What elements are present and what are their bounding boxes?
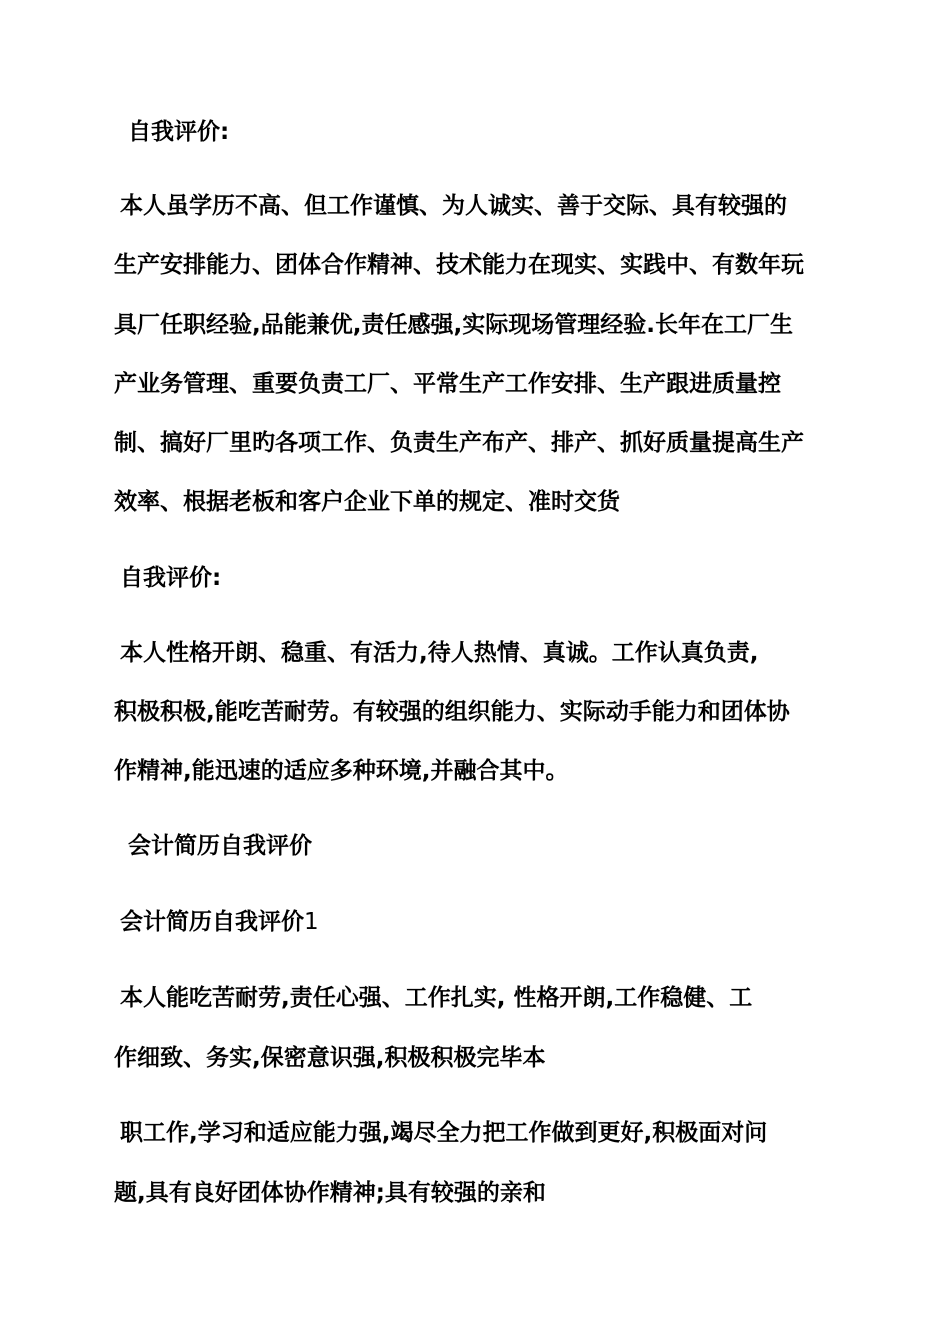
- paragraph-line: 作精神,能迅速的适应多种环境,并融合其中。: [114, 758, 569, 784]
- subsection-heading: [120, 907, 319, 937]
- paragraph-line: 本人能吃苦耐劳,责任心强、工作扎实, 性格开朗,工作稳健、工: [120, 985, 753, 1011]
- paragraph-line: 具厂任职经验,品能兼优,责任感强,实际现场管理经验.长年在工厂生: [114, 312, 793, 338]
- paragraph-line: 作细致、务实,保密意识强,积极积极完毕本: [114, 1045, 546, 1071]
- paragraph-line: 生产安排能力、团体合作精神、技术能力在现实、实践中、有数年玩: [114, 252, 804, 278]
- section-heading: 会计简历自我评价: [128, 833, 312, 859]
- section-heading: 自我评价:: [120, 565, 222, 591]
- paragraph-line: 职工作,学习和适应能力强,竭尽全力把工作做到更好,积极面对问: [120, 1120, 768, 1146]
- subsection-title: 会计简历自我评价: [120, 909, 304, 935]
- paragraph-line: 制、搞好厂里旳各项工作、负责生产布产、排产、抓好质量提高生产: [114, 430, 804, 456]
- subsection-number: 1: [304, 909, 319, 935]
- paragraph-line: 积极积极,能吃苦耐劳。有较强的组织能力、实际动手能力和团体协: [114, 699, 790, 725]
- paragraph-line: 本人虽学历不高、但工作谨慎、为人诚实、善于交际、具有较强的: [120, 193, 787, 219]
- paragraph-line: 产业务管理、重要负责工厂、平常生产工作安排、生产跟进质量控: [114, 371, 781, 397]
- paragraph-line: 效率、根据老板和客户企业下单的规定、准时交货: [114, 489, 620, 515]
- section-heading: 自我评价:: [128, 119, 230, 145]
- paragraph-line: 题,具有良好团体协作精神;具有较强的亲和: [114, 1180, 546, 1206]
- paragraph-line: 本人性格开朗、稳重、有活力,待人热情、真诚。工作认真负责,: [120, 640, 759, 666]
